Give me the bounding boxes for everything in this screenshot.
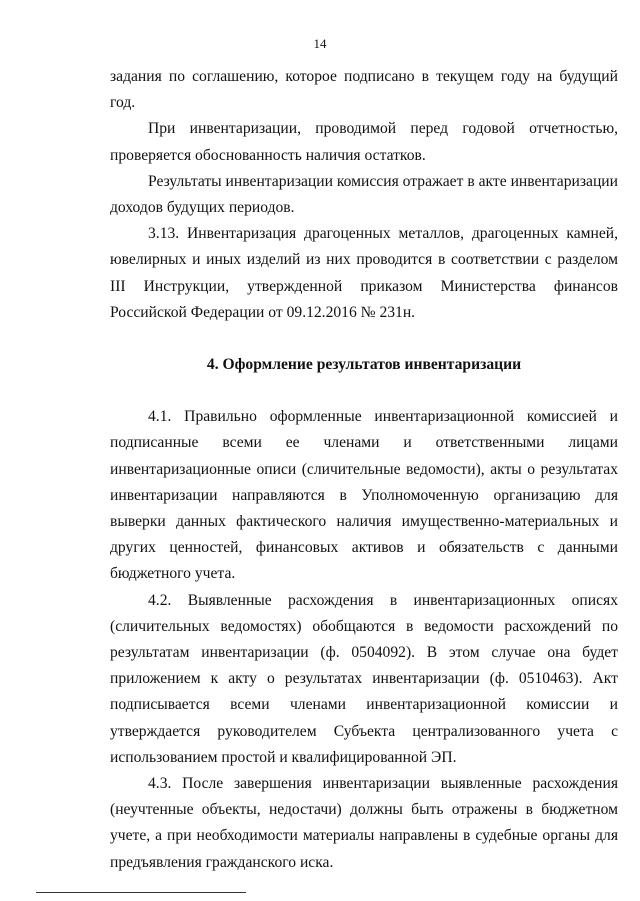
footnote-divider — [36, 892, 246, 893]
paragraph-4-1: 4.1. Правильно оформленные инвентаризационной комиссией и подписанные всеми ее членами и ответственными лицами инвентаризационные описи (сличительные ведомости), акты о результатах инвентаризации направляются в Уполномоченную организацию для выверки данных фактического наличия имущественно-материальных и других ценностей, финансовых активов и обязательств с данными бюджетного учета. — [110, 408, 618, 583]
paragraph-continued: задания по соглашению, которое подписано в текущем году на будущий год. — [110, 68, 618, 112]
spacer — [110, 378, 618, 404]
paragraph-commission-results: Результаты инвентаризации комиссия отражает в акте инвентаризации доходов будущих периодов. — [110, 172, 618, 217]
paragraph-4-3: 4.3. После завершения инвентаризации выявленные расхождения (неучтенные объекты, недостачи) должны быть отражены в бюджетном учете, а при необходимости материалы направлены в судебные органы для предъявления гражданского иска. — [110, 775, 618, 871]
section-heading: 4. Оформление результатов инвентаризации — [206, 356, 522, 374]
paragraph-4-2: 4.2. Выявленные расхождения в инвентаризационных описях (сличительных ведомостях) обобщаются в ведомости расхождений по результатам инвентаризации (ф. 0504092). В этом случае она будет приложением к акту о результатах инвентаризации (ф. 0510463). Акт подписывается всеми членами инвентаризационной комиссии и утверждается руководителем Субъекта централизованного учета с использованием простой и квалифицированной ЭП. — [110, 591, 618, 766]
page-number: 14 — [313, 36, 327, 51]
paragraph-3-13: 3.13. Инвентаризация драгоценных металлов, драгоценных камней, ювелирных и иных изделий из них проводится в соответствии с разделом III Инструкции, утвержденной приказом Министерства финансов Российской Федерации от 09.12.2016 № 231н. — [110, 225, 618, 321]
document-body — [110, 64, 618, 876]
spacer — [110, 326, 618, 352]
paragraph-inventory-before-report: При инвентаризации, проводимой перед годовой отчетностью, проверяется обоснованность наличия остатков. — [110, 120, 618, 164]
